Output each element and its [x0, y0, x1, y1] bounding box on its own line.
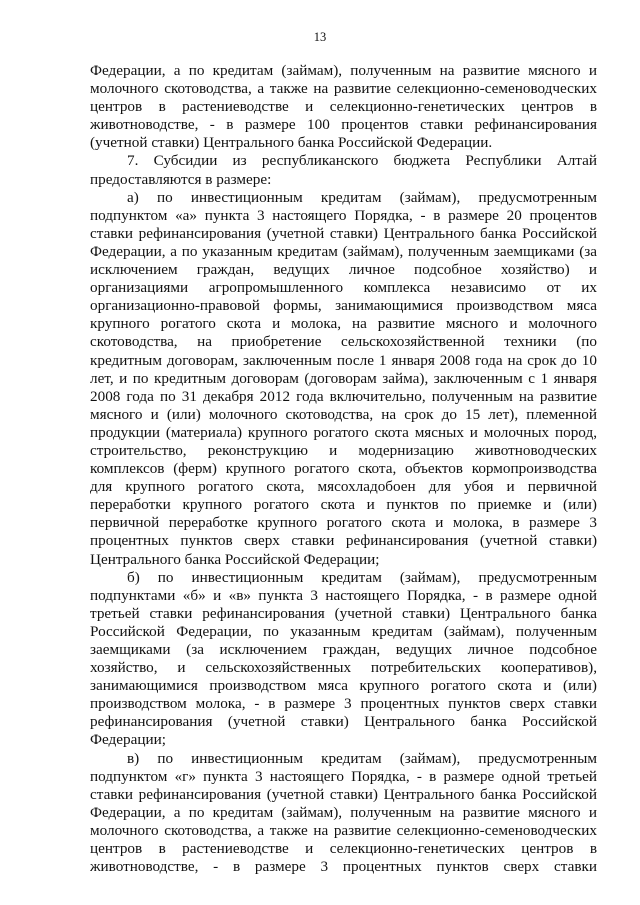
text-line: строительство, реконструкцию и модернизацию животноводческих — [90, 441, 597, 459]
text-line: производством молока, - в размере 3 процентных пунктов сверх ставки — [90, 695, 597, 713]
text-line: молочного скотоводства, а также на развитие селекционно-семеноводческих — [90, 821, 597, 839]
text-line: центров в растениеводстве и селекционно-генетических центров в — [90, 98, 597, 116]
text-line: Федерации, а по кредитам (займам), полученным на развитие мясного и — [90, 62, 597, 79]
text-line: третьей ставки рефинансирования (учетной ставки) Центрального банка — [90, 604, 597, 622]
text-line: продукции (материала) крупного рогатого скота мясных и молочных пород, — [90, 423, 597, 441]
text-line: в) по инвестиционным кредитам (займам), предусмотренным — [127, 749, 597, 767]
text-line: кредитным договорам, заключенным после 1 января 2008 года на срок до 10 — [90, 351, 597, 369]
text-line: предоставляются в размере: — [90, 170, 272, 188]
body-text — [90, 62, 597, 876]
text-line: подпунктом «а» пункта 3 настоящего Порядка, - в размере 20 процентов — [90, 206, 597, 224]
text-line: ставки рефинансирования (учетной ставки) Центрального банка Российской — [90, 785, 597, 803]
text-line: занимающимися производством мяса крупного рогатого скота и (или) — [90, 677, 597, 695]
text-line: 2008 года по 31 декабря 2012 года включительно, полученным на развитие — [90, 387, 597, 405]
text-line: животноводстве, - в размере 100 процентов ставки рефинансирования — [90, 116, 597, 134]
text-line: 7. Субсидии из республиканского бюджета Республики Алтай — [127, 152, 597, 170]
text-line: мясного и (или) молочного скотоводства, на срок до 15 лет), племенной — [90, 405, 597, 423]
text-line: Федерации, а по кредитам (займам), полученным на развитие мясного и — [90, 803, 597, 821]
text-line: процентных пунктов сверх ставки рефинансирования (учетной ставки) — [90, 532, 597, 550]
text-line: хозяйство, и сельскохозяйственных потребительских кооперативов), — [90, 659, 597, 677]
text-line: Российской Федерации, по указанным кредитам (займам), полученным — [90, 622, 597, 640]
text-line: комплексов (ферм) крупного рогатого скота, объектов кормопроизводства — [90, 460, 597, 478]
text-line: животноводстве, - в размере 3 процентных пунктов сверх ставки — [90, 858, 597, 876]
text-line: б) по инвестиционным кредитам (займам), предусмотренным — [127, 568, 597, 586]
text-line: (учетной ставки) Центрального банка Российской Федерации. — [90, 134, 493, 152]
text-line: крупного рогатого скота и молока, на развитие мясного и молочного — [90, 315, 597, 333]
text-line: организациями агропромышленного комплекса независимо от их — [90, 279, 597, 297]
page-number: 13 — [313, 30, 327, 44]
text-line: первичной переработке крупного рогатого скота и молока, в размере 3 — [90, 514, 597, 532]
text-line: Федерации; — [90, 731, 166, 749]
text-line: ставки рефинансирования (учетной ставки) Центрального банка Российской — [90, 224, 597, 242]
text-line: лет, и по кредитным договорам (договорам займа), заключенным с 1 января — [90, 369, 597, 387]
text-line: исключением граждан, ведущих личное подсобное хозяйство) и — [90, 261, 597, 279]
text-line: для крупного рогатого скота, мясохладобоен для убоя и первичной — [90, 478, 597, 496]
text-line: Центрального банка Российской Федерации; — [90, 550, 380, 568]
text-line: рефинансирования (учетной ставки) Центрального банка Российской — [90, 713, 597, 731]
text-line: заемщиками (за исключением граждан, ведущих личное подсобное — [90, 641, 597, 658]
text-line: организационно-правовой формы, занимающимися производством мяса — [90, 297, 597, 315]
text-line: центров в растениеводстве и селекционно-генетических центров в — [90, 840, 597, 858]
text-line: молочного скотоводства, а также на развитие селекционно-семеноводческих — [90, 80, 597, 98]
text-line: а) по инвестиционным кредитам (займам), предусмотренным — [127, 188, 597, 206]
text-line: скотоводства, на приобретение сельскохозяйственной техники (по — [90, 333, 597, 351]
text-line: подпунктом «г» пункта 3 настоящего Порядка, - в размере одной третьей — [90, 767, 597, 785]
text-line: переработки крупного рогатого скота и пунктов по приемке и (или) — [90, 496, 597, 514]
text-line: Федерации, а по указанным кредитам (займам), полученным заемщиками (за — [90, 242, 597, 260]
text-line: подпунктами «б» и «в» пункта 3 настоящего Порядка, - в размере одной — [90, 586, 597, 604]
